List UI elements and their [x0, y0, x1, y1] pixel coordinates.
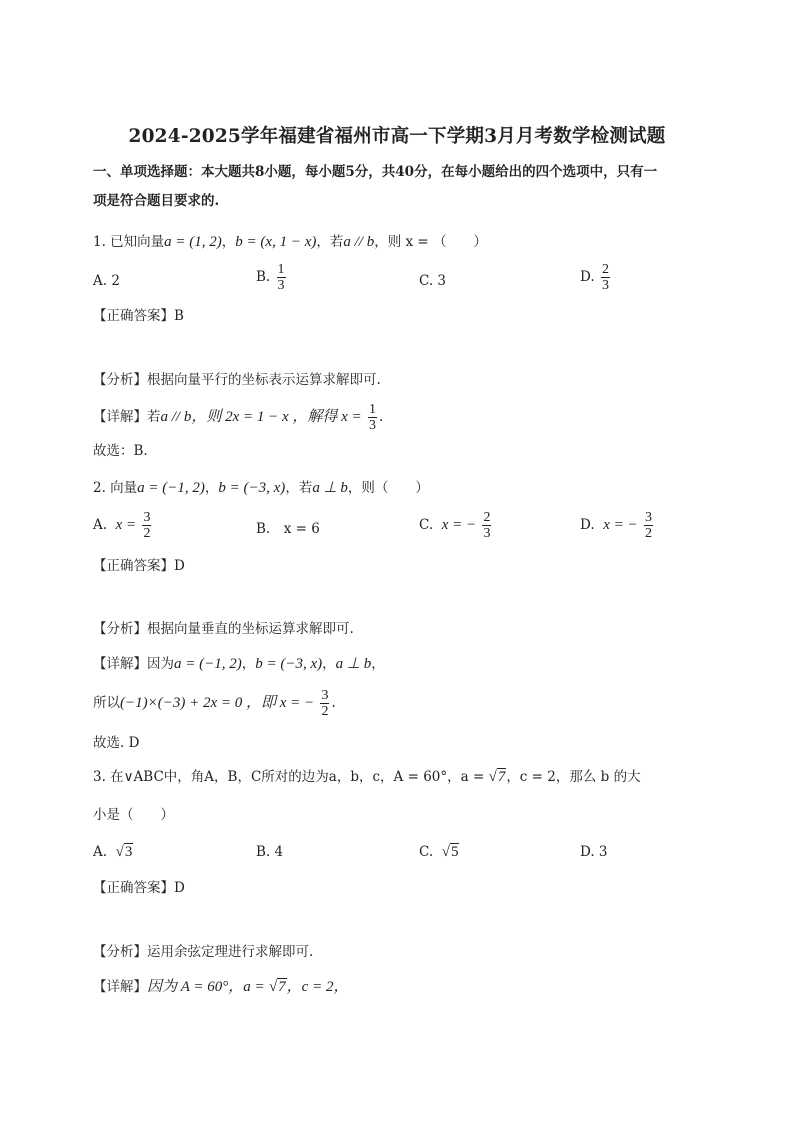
q1-stem: 1. 已知向量a = (1, 2)，b = (x, 1 − x)，若a // b，则 x = （ ）	[93, 234, 488, 250]
q2-option-a-fraction: $\frac{3}{2}$	[143, 510, 151, 541]
q3-option-b: B. 4	[256, 844, 284, 860]
q2-analysis: 【分析】根据向量垂直的坐标运算求解即可.	[93, 621, 354, 637]
q3-option-d: D. 3	[580, 844, 608, 860]
q2-option-c-fraction: $\frac{2}{3}$	[483, 510, 491, 541]
q2-detail-fraction: $\frac{3}{2}$	[321, 688, 329, 719]
q3-sqrt: √7	[488, 769, 506, 785]
q1-answer: 【正确答案】B	[93, 308, 184, 324]
q2-vector-b: b = (−3, x)	[218, 480, 286, 496]
q2-option-c: C. x = − $\frac{2}{3}$	[419, 510, 491, 541]
q2-stem: 2. 向量a = (−1, 2)，b = (−3, x)，若a ⊥ b，则（ ）	[93, 480, 429, 496]
q1-option-b: B. $\frac{1}{3}$	[256, 262, 285, 293]
q1-option-d-fraction: $\frac{2}{3}$	[601, 262, 609, 293]
q1-vector-a: a = (1, 2)	[164, 234, 222, 250]
q1-detail: 【详解】若a // b，则 2x = 1 − x ，解得 x = $\frac{1}{3}$ .	[93, 402, 384, 433]
q3-stem: 3. 在∨ABC中，角A，B，C所对的边为a，b，c，A = 60°，a = √7，c = 2，那么 b 的大	[93, 769, 641, 785]
q2-option-a: A. x = $\frac{3}{2}$	[93, 510, 151, 541]
q3-stem-cont: 小是（ ）	[93, 807, 174, 823]
q1-detail-fraction: $\frac{1}{3}$	[368, 402, 376, 433]
q2-option-d-fraction: $\frac{3}{2}$	[644, 510, 652, 541]
q2-detail-line2: 所以(−1)×(−3) + 2x = 0 ，即 x = − $\frac{3}{2}$ .	[93, 688, 336, 719]
q2-option-b: B. x = 6	[256, 521, 320, 537]
q1-vector-b: b = (x, 1 − x)	[235, 234, 317, 250]
section-heading-cont: 项是符合题目要求的.	[93, 193, 220, 209]
q2-detail: 【详解】因为a = (−1, 2)，b = (−3, x)，a ⊥ b，	[93, 656, 385, 672]
q1-choose: 故选：B.	[93, 443, 148, 459]
page-title: 2024-2025学年福建省福州市高一下学期3月月考数学检测试题	[128, 126, 666, 147]
q3-analysis: 【分析】运用余弦定理进行求解即可.	[93, 944, 314, 960]
q1-condition: a // b	[343, 234, 375, 250]
q2-vector-a: a = (−1, 2)	[137, 480, 205, 496]
q1-option-a: A. 2	[93, 273, 120, 289]
section-heading: 一、单项选择题：本大题共8小题，每小题5分，共40分，在每小题给出的四个选项中，只有一	[93, 164, 658, 180]
q2-answer: 【正确答案】D	[93, 558, 185, 574]
q3-detail: 【详解】因为 A = 60°，a = √7，c = 2，	[93, 979, 349, 995]
q3-option-a: A. √3	[93, 844, 133, 860]
q1-option-d: D. $\frac{2}{3}$	[580, 262, 609, 293]
q3-answer: 【正确答案】D	[93, 880, 185, 896]
q1-analysis: 【分析】根据向量平行的坐标表示运算求解即可.	[93, 372, 381, 388]
q2-option-d: D. x = − $\frac{3}{2}$	[580, 510, 652, 541]
q2-choose: 故选. D	[93, 735, 140, 751]
q1-option-b-fraction: $\frac{1}{3}$	[277, 262, 285, 293]
q1-option-c: C. 3	[419, 273, 447, 289]
q3-option-c: C. √5	[419, 844, 459, 860]
q2-condition: a ⊥ b	[312, 480, 348, 496]
